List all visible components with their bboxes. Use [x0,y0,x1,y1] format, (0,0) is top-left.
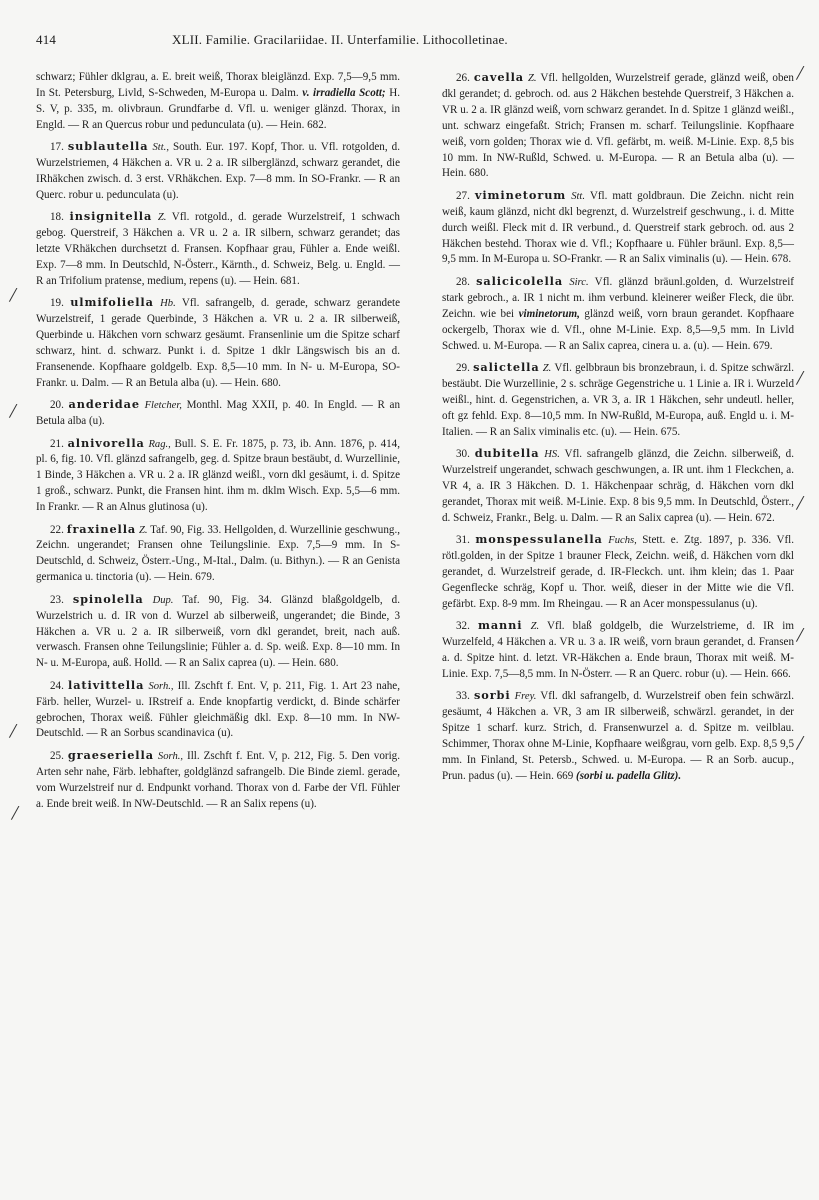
species-name: ulmifoliella [70,295,154,310]
author: Z. [138,524,148,536]
author: Dup. [152,594,174,606]
species-entry-31: 31. monspessulanella Fuchs, Stett. e. Ztg. 1897, p. 336. Vfl. rötl.golden, in der Spitze 1 brauner Fleck, Zeichn. weiß, d. Häkchen vorn dkl gerandet, d. Wurzelstreif gerade, d. IR-Fleckch. unt. ihm klein; das 1. Paar Gegenflecke schräg, Kopf u. Thor. weiß, dieser in der Mitte wie die Vfl. gefärbt. Exp. 8-9 mm. Im Rheingau. — R an Acer monspessulanus (u). [442,531,795,610]
species-name: viminetorum [474,187,567,202]
species-entry-27: 27. viminetorum Stt. Vfl. matt goldbraun. Die Zeichn. nicht rein weiß, kaum glänzd, nicht dkl begrenzt, d. Wurzelstreif geschwung., i. d. Mitte durch weißl. Fleck mit d. IR verbund., d. Querstreif stark gebroch. od. aus 2 Häkchen bestehd. Thorax wie d. Vfl.; Kopfhaare u. Fühler bräunl. Exp. 8,5—9,5 mm. In M-Europa u. SO-Frankr. — R an Salix viminalis (u). — Hein. 678. [442,187,794,266]
species-entry-28: 28. salicicolella Sirc. Vfl. glänzd bräunl.golden, d. Wurzelstreif stark gebroch., a. IR 1 nicht m. ihm verbund. kleinerer weißer Fleck, die übr. Zeichn. wie bei viminetorum, glänzd weiß, vorn braun gerandet. Kopfhaare ockergelb, Thorax wie d. Vfl., ohne M-Linie. Exp. 8,5—9,5 mm. In Livld Schwed. u. M-Europa. — R an Salix caprea, cinera u. a. (u). — Hein. 679. [442,273,795,352]
entry-continuation: schwarz; Fühler dklgrau, a. E. breit weiß, Thorax bleiglänzd. Exp. 7,5—9,5 mm. In St. Petersburg, Livld, S-Schweden, M-Europa u. Dalm. v. irradiella Scott; H. S. V, p. 335, m. olivbraun. Grundfarbe d. Vfl. u. weniger glänzd. Thorax, in Engld. — R an Quercus robur und pedunculata (u). — Hein. 682. [36,71,400,131]
author: Sirc. [569,276,589,288]
variety-name: (sorbi u. padella Glitz). [576,769,682,782]
species-entry-25: 25. graeseriella Sorh., Ill. Zschft f. Ent. V, p. 212, Fig. 5. Den vorig. Arten sehr nahe, Färb. lebhafter, goldglänzd safrangelb. Die Binde zieml. gerade, vom Wurzelstreif nur d. Endpunkt vorhand. Thorax von d. Farbe der Vfl. Fühler a. Ende breit weiß. In NW-Deutschld. — R an Salix repens (u). [36,747,400,810]
running-title: XLII. Familie. Gracilariidae. II. Unterfamilie. Lithocolletinae. [172,32,508,47]
species-name: alnivorella [67,435,145,450]
species-name: dubitella [474,445,540,460]
species-name: monspessulanella [475,531,603,546]
species-name: lativittella [68,677,145,692]
species-entry-22: 22. fraxinella Z. Taf. 90, Fig. 33. Hellgolden, d. Wurzellinie geschwung., Zeichn. ungerandet; Fransen ohne Teilungslinie. Exp. 7,5—9 mm. In S-Deutschld, d. Schweiz, Österr.-Ung., M-Ital., Dalm. (u. Bithyn.). — R an Genista germanica u. tinctoria (u). — Hein. 679. [36,521,400,584]
species-name: salictella [473,359,540,374]
pencil-mark: / [794,59,806,86]
species-name: fraxinella [66,521,137,536]
author: Sorh., [148,680,174,692]
species-entry-30: 30. dubitella HS. Vfl. safrangelb glänzd, die Zeichn. silberweiß, d. Wurzelstreif ungerandet, schwach geschwungen, a. IR unt. ihm 1 Fleckchen, a. VR 4, a. IR 3 Häkchen. D. 1. Häkchenpaar schräg, d. Häkchen vorn dkl gerandet, Thorax mit weiß. M-Linie. Exp. 8 bis 9,5 mm. In Deutschld, Österr., d. Schweiz, Frankr., Belg. u. Dalm. — R an Salix caprea (u). — Hein. 672. [442,445,794,524]
species-entry-21: 21. alnivorella Rag., Bull. S. E. Fr. 1875, p. 73, ib. Ann. 1876, p. 414, pl. 6, fig. 10. Vfl. glänzd safrangelb, geg. d. Spitze braun bestäubt, d. Wurzellinie, 1 Binde, 3 Häkchen a. VR u. 2 a. IR glänzd weißl., vorn dkl gesäumt, i. d. Spitze 1 groß., schwarz. Punkt, die Fransen hint. ihm m. dklm Wisch. Exp. 5,5—6 mm. In Frankr. — R an Alnus glutinosa (u). [36,435,401,514]
right-column [442,70,794,790]
author: Rag., [148,438,171,450]
author: Z. [530,621,540,632]
author: Frey. [514,691,537,703]
species-name: manni [477,618,523,632]
author: Fuchs, [608,534,637,546]
species-entry-26: 26. cavella Z. Vfl. hellgolden, Wurzelstreif gerade, glänzd weiß, oben dkl gerandet; d. gebroch. od. aus 2 Häkchen bestehde Querstreif, 3 Häkchen a. VR u. 2 a. IR glänzd weiß, vorn schwarz gerandet. In d. Spitze 1 glänzd weißl., unt. schwarz eingefaßt. Strich; Fransen m. scharf. Teilungslinie. Kopfhaare weiß, vorn golden; Thorax wie d. Vfl. gefärbt, m. weiß. M-Linie. Exp. 8,5 bis 10 mm. In NW-Rußld, Schwed. u. M-Europa. — R an Betula alba (u). — Hein. 680. [442,70,794,180]
species-entry-19: 19. ulmifoliella Hb. Vfl. safrangelb, d. gerade, schwarz gerandete Wurzelstreif, 1 gerade Querbinde, 3 Häkchen a. VR u. 2 a. IR silberweiß, Querbinde u. Häkchen vorn schwarz gesäumt. Fransenlinie um die Spitze scharf schwarz, hint. d. schwarz. Punkt i. d. Spitze 1 dklr Längswisch bis an d. Fransenende. Kopfhaare goldgelb. Exp. 8,5—10 mm. In N- u. M-Europa, SO-Frankr. u. Dalm. — R an Betula alba (u). — Hein. 680. [36,295,400,389]
page-header [36,32,796,54]
author: Hb. [160,298,176,310]
variety-name: v. irradiella Scott; [302,86,386,99]
author: Stt. [571,190,586,202]
author: Z. [528,73,537,84]
species-name: sublautella [67,139,149,154]
pencil-mark: / [794,489,806,516]
species-entry-32: 32. manni Z. Vfl. blaß goldgelb, die Wurzelstrieme, d. IR im Wurzelfeld, 4 Häkchen a. VR u. 3 a. IR weiß, vorn braun gerandet, d. Fransen a. d. Spitze hint. d. letzt. VR-Häkchen a. Ende braun, Thorax mit weiß. M-Linie. Exp. 7,5—8,5 mm. In N-Österr. — R an Querc. robur (u). — Hein. 666. [442,618,794,680]
species-name: sorbi [474,688,511,703]
species-entry-24: 24. lativittella Sorh., Ill. Zschft f. Ent. V, p. 211, Fig. 1. Art 23 nahe, Färb. heller, Wurzel- u. IRstreif a. Ende knopfartig verdickt, d. Binde schärfer gebrochen, Thorax weiß. Fühler gleichmäßig dkl. Exp. 8—10 mm. In NW-Deutschld. — R an Sorbus scandinavica (u). [36,677,400,740]
species-name: insignitella [69,209,153,224]
species-name: cavella [473,70,525,84]
left-column [36,70,400,818]
pencil-mark: / [794,621,806,648]
species-entry-17: 17. sublautella Stt., South. Eur. 197. Kopf, Thor. u. Vfl. rotgolden, d. Wurzelstriemen, 4 Häkchen a. VR u. 2 a. IR silberglänzd, schwarz gerandet, die IRhäkchen zwisch. d. 3 erst. VRhäkchen. Exp. 7—8 mm. In SO-Frankr. — R an Querc. robur u. pedunculata (u). [36,139,400,201]
species-name: graeseriella [67,747,154,762]
author: Sorh., [157,750,184,762]
species-entry-23: 23. spinolella Dup. Taf. 90, Fig. 34. Glänzd blaßgoldgelb, d. Wurzelstrich u. d. IR von d. Wurzel ab silberweiß, ungerandet; die Binde, 3 Häkchen a. VR u. 2 a. IR silberweiß, vorn dkl gerandet, breit, nach auß. verwasch. Fransen ohne Teilungslinie; Fühler a. d. Sp. weiß. Exp. 8—10 mm. In N- u. M-Europa, auß. Holld. — R an Salix caprea (u). — Hein. 680. [36,591,400,670]
species-name: anderidae [68,397,140,412]
pencil-mark: / [794,729,806,756]
pencil-mark: / [794,364,806,391]
species-entry-33: 33. sorbi Frey. Vfl. dkl safrangelb, d. Wurzelstreif oben fein schwärzl. gesäumt, 4 Häkchen a. VR, 3 am IR silberweiß, schwärzl. gerandet, in der Spitze 1 scharf. kurz. Strich, d. Fransenwurzel a. d. Spitze m. veilblau. Schimmer, Thorax ohne M-Linie, Kopfhaare weißgrau, vorn gelb. Exp. 8,5 9,5 mm. In Finland, St. Petersb., Schwed. u. M-Europa. — R an Sorb. aucup., Prun. padus (u). — Hein. 669 (sorbi u. padella Glitz). [442,688,794,782]
species-name: salicicolella [476,273,564,288]
page-number: 414 [36,32,57,47]
author: Stt., [152,142,169,154]
author: Fletcher, [144,400,182,412]
species-entry-20: 20. anderidae Fletcher, Monthl. Mag XXII, p. 40. In Engld. — R an Betula alba (u). [36,397,400,428]
pencil-mark: / [7,397,19,424]
author: Z. [542,362,552,374]
species-name: spinolella [72,591,144,606]
pencil-mark: / [9,799,21,826]
variety-name: viminetorum, [518,307,580,320]
species-entry-29: 29. salictella Z. Vfl. gelbbraun bis bronzebraun, i. d. Spitze schwärzl. bestäubt. Die Wurzellinie, 2 s. schräge Gegenstriche u. 1 Linie a. IR i. Wurzeld weißl., hint. d. Gegenstrichen, a. VR 3, a. IR 1 Häkchen, sehr undeutl. heller, oft gz fehld. Exp. 8—10,5 mm. In NW-Rußld, M-Europa, auß. Engld u. i. M-Italien. — R an Salix viminalis etc. (u). — Hein. 675. [442,359,794,438]
author: HS. [544,448,560,460]
pencil-mark: / [7,717,19,744]
author: Z. [157,212,167,224]
pencil-mark: / [7,281,19,308]
species-entry-18: 18. insignitella Z. Vfl. rotgold., d. gerade Wurzelstreif, 1 schwach gebog. Querstreif, 3 Häkchen a. VR u. 2 a. IR silbern, schwarz gerandet; das letzte VRhäkchen durchsetzt d. Fransen. Kopfhaar grau, Fühler a. Ende weißl. Exp. 7—8 mm. In Deutschld, N-Österr., Kärnth., d. Schweiz, Belg. u. Engld. — R an Trifolium pratense, medium, repens (u). — Hein. 681. [36,209,400,287]
